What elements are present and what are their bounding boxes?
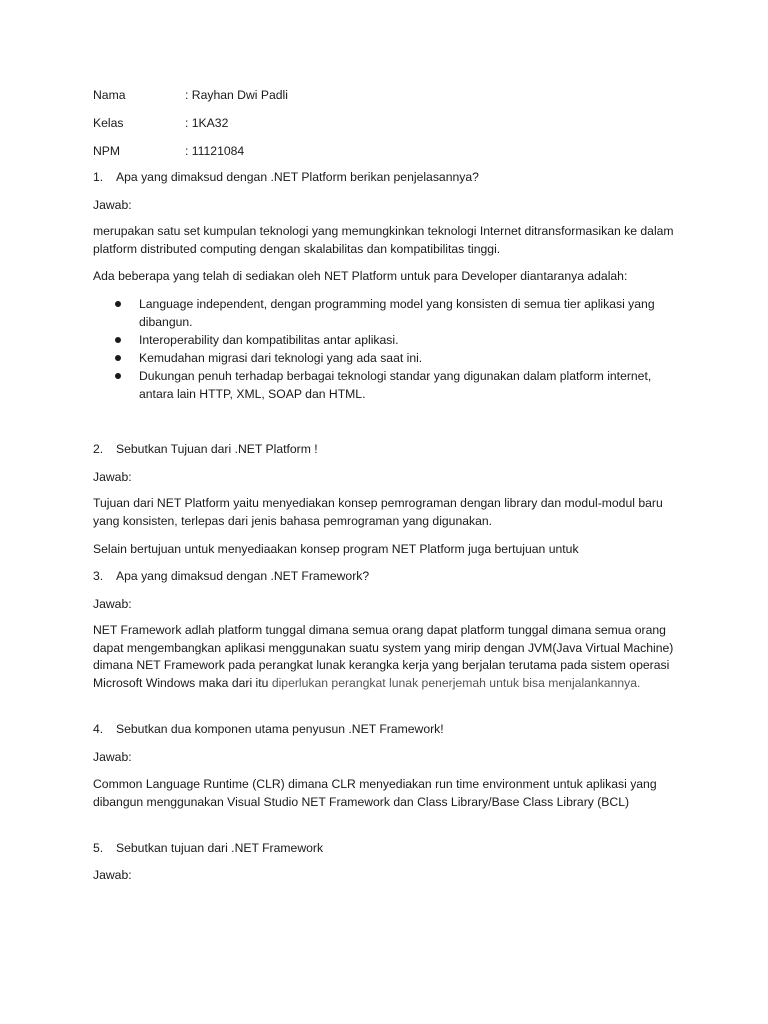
question-2: [93, 441, 318, 458]
kelas-label: Kelas: [93, 116, 124, 130]
question-3: [93, 568, 369, 585]
bullet-icon: [115, 355, 121, 361]
question-2-jawab: Jawab:: [93, 470, 132, 484]
question-5-jawab: Jawab:: [93, 868, 132, 882]
bullet-icon: [115, 373, 121, 379]
nama-label: Nama: [93, 88, 126, 102]
question-1-text: Apa yang dimaksud dengan .NET Platform berikan penjelasannya?: [116, 170, 479, 184]
question-5: [93, 840, 323, 857]
npm-label: NPM: [93, 144, 121, 158]
question-5-text: Sebutkan tujuan dari .NET Framework: [116, 841, 324, 855]
bullet-icon: [115, 337, 121, 343]
kelas-row: [93, 115, 228, 132]
question-4-jawab: Jawab:: [93, 750, 132, 764]
question-1-bullet-list: [112, 295, 672, 403]
question-4-answer: Common Language Runtime (CLR) dimana CLR menyediakan run time environment untuk aplikasi yang dibangun menggunakan Visual Studio NET Framework dan Class Library/Base Class Library (BCL): [93, 777, 657, 809]
question-4-text: Sebutkan dua komponen utama penyusun .NET Framework!: [116, 722, 444, 736]
bullet-text: Language independent, dengan programming model yang konsisten di semua tier aplikasi yang dibangun.: [139, 297, 655, 329]
question-2-answer-2: Selain bertujuan untuk menyediaakan konsep program NET Platform juga bertujuan untuk: [93, 542, 579, 556]
bullet-item: [112, 349, 672, 367]
kelas-value: : 1KA32: [185, 116, 229, 130]
question-2-answer: Tujuan dari NET Platform yaitu menyediakan konsep pemrograman dengan library dan modul-modul baru yang konsisten, terlepas dari jenis bahasa pemrograman yang digunakan.: [93, 496, 663, 528]
question-3-answer-main: NET Framework adlah platform tunggal dimana semua orang dapat platform tunggal dimana semua orang dapat mengembangkan aplikasi menggunakan suatu system yang mirip dengan JVM(Java Virtual Machine) dimana NET Framework pada perangkat lunak kerangka kerja yang berjalan terutama pada sistem operasi Microsoft Windows maka dari itu: [93, 623, 674, 690]
question-2-text: Sebutkan Tujuan dari .NET Platform !: [116, 442, 318, 456]
bullet-item: [112, 295, 672, 331]
bullet-item: [112, 367, 672, 403]
question-4-number: 4.: [93, 722, 104, 736]
question-1-number: 1.: [93, 170, 104, 184]
question-3-text: Apa yang dimaksud dengan .NET Framework?: [116, 569, 370, 583]
question-2-number: 2.: [93, 442, 104, 456]
bullet-icon: [115, 301, 121, 307]
bullet-item: [112, 331, 672, 349]
npm-value: : 11121084: [185, 144, 245, 158]
question-3-number: 3.: [93, 569, 104, 583]
bullet-text: Dukungan penuh terhadap berbagai teknologi standar yang digunakan dalam platform internet, antara lain HTTP, XML, SOAP dan HTML.: [139, 369, 652, 401]
question-1-intro: Ada beberapa yang telah di sediakan oleh NET Platform untuk para Developer diantaranya adalah:: [93, 269, 628, 283]
bullet-text: Interoperability dan kompatibilitas antar aplikasi.: [139, 333, 399, 347]
question-5-number: 5.: [93, 841, 104, 855]
npm-row: [93, 143, 244, 160]
question-3-answer: [93, 622, 683, 692]
question-3-jawab: Jawab:: [93, 597, 132, 611]
question-1: [93, 169, 479, 186]
question-4: [93, 721, 444, 738]
question-3-answer-tail: diperlukan perangkat lunak penerjemah untuk bisa menjalankannya.: [271, 675, 641, 690]
nama-value: : Rayhan Dwi Padli: [185, 88, 288, 102]
question-1-jawab: Jawab:: [93, 198, 132, 212]
nama-row: [93, 87, 288, 104]
bullet-text: Kemudahan migrasi dari teknologi yang ada saat ini.: [139, 351, 423, 365]
question-1-answer: merupakan satu set kumpulan teknologi yang memungkinkan teknologi Internet ditransformasikan ke dalam platform distributed computing dengan skalabilitas dan kompatibilitas tinggi.: [93, 224, 674, 256]
